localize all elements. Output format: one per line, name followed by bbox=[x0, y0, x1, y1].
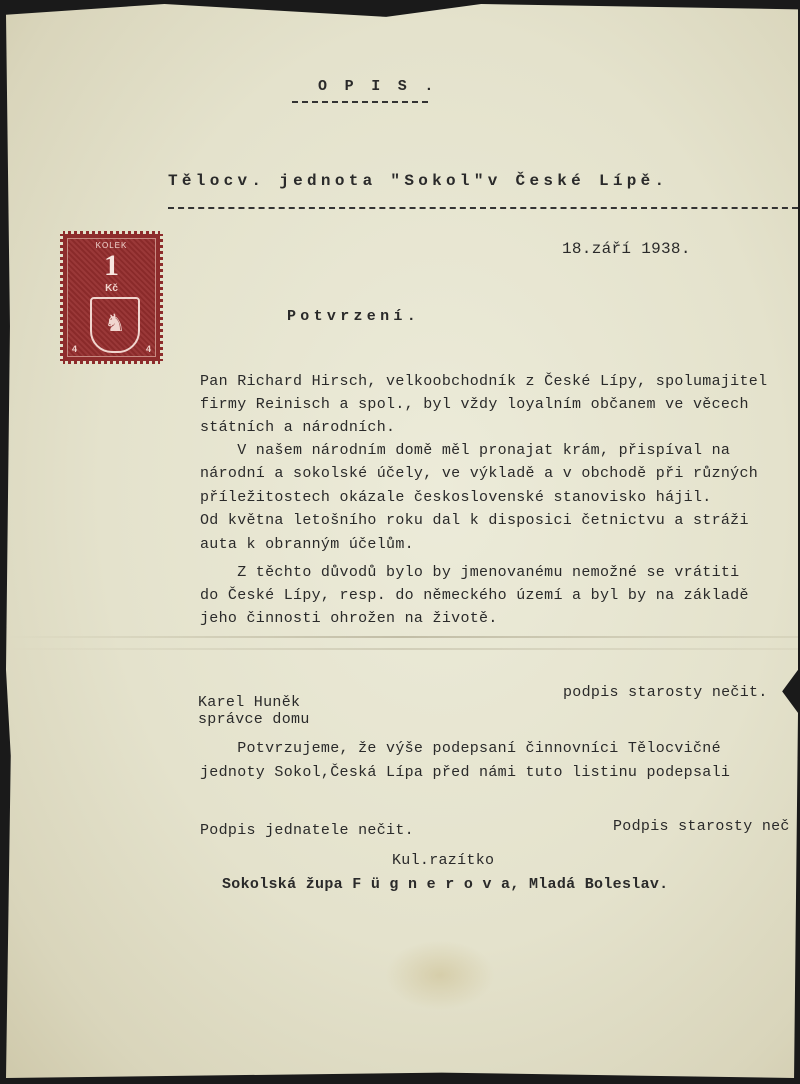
body-line: Z těchto důvodů bylo by jmenovanému nemožné se vrátiti bbox=[200, 564, 740, 581]
paper-stain bbox=[385, 940, 495, 1010]
chair-signature-note: podpis starosty nečit. bbox=[563, 684, 768, 701]
body-line: V našem národním domě měl pronajat krám, přispíval na bbox=[200, 442, 731, 459]
organization-name: Tělocv. jednota "Sokol"v České Lípě. bbox=[168, 172, 669, 190]
stamp-unit: Kč bbox=[105, 283, 118, 294]
district-name: Sokolská župa F ü g n e r o v a, Mladá Boleslav. bbox=[222, 876, 669, 893]
stamp-shield-icon bbox=[90, 297, 140, 353]
heading-underline bbox=[292, 101, 428, 103]
lion-icon: ♞ bbox=[104, 309, 126, 337]
confirmation-line: Potvrzujeme, že výše podepsaní činnovníci Tělocvičné bbox=[200, 740, 721, 757]
body-line: národní a sokolské účely, ve výkladě a v obchodě při různých bbox=[200, 465, 759, 482]
stamp-corner-left: 4 bbox=[72, 344, 78, 354]
seal-note: Kul.razítko bbox=[392, 852, 495, 869]
signer-role: správce domu bbox=[198, 711, 310, 728]
body-line: do České Lípy, resp. do německého území a byl by na základě bbox=[200, 587, 749, 604]
document-heading: O P I S . bbox=[318, 78, 438, 95]
stamp-value: 1 bbox=[104, 249, 119, 282]
stamp-top-text: KOLEK bbox=[95, 241, 128, 250]
stamp-corner-right: 4 bbox=[145, 344, 151, 354]
body-line: Od května letošního roku dal k disposici četnictvu a stráži bbox=[200, 512, 749, 529]
confirmation-line: jednoty Sokol,Česká Lípa před námi tuto listinu podepsali bbox=[200, 764, 731, 781]
body-line: auta k obranným účelům. bbox=[200, 536, 414, 553]
document-date: 18.září 1938. bbox=[562, 240, 691, 258]
body-line: firmy Reinisch a spol., byl vždy loyalním občanem ve věcech bbox=[200, 396, 749, 413]
body-line: Pan Richard Hirsch, velkoobchodník z České Lípy, spolumajitel bbox=[200, 373, 768, 390]
signer-name: Karel Huněk bbox=[198, 694, 301, 711]
organization-rule bbox=[168, 207, 798, 209]
secretary-signature-note: Podpis jednatele nečit. bbox=[200, 822, 414, 839]
paper-fold-line bbox=[6, 648, 798, 650]
body-line: státních a národních. bbox=[200, 419, 396, 436]
body-line: příležitostech okázale československé stanovisko hájil. bbox=[200, 489, 712, 506]
chair-signature-note-2: Podpis starosty neč bbox=[613, 818, 790, 835]
body-line: jeho činnosti ohrožen na životě. bbox=[200, 610, 498, 627]
revenue-stamp bbox=[60, 231, 163, 364]
paper-fold-line bbox=[6, 636, 798, 638]
document-title: Potvrzení. bbox=[287, 308, 421, 325]
